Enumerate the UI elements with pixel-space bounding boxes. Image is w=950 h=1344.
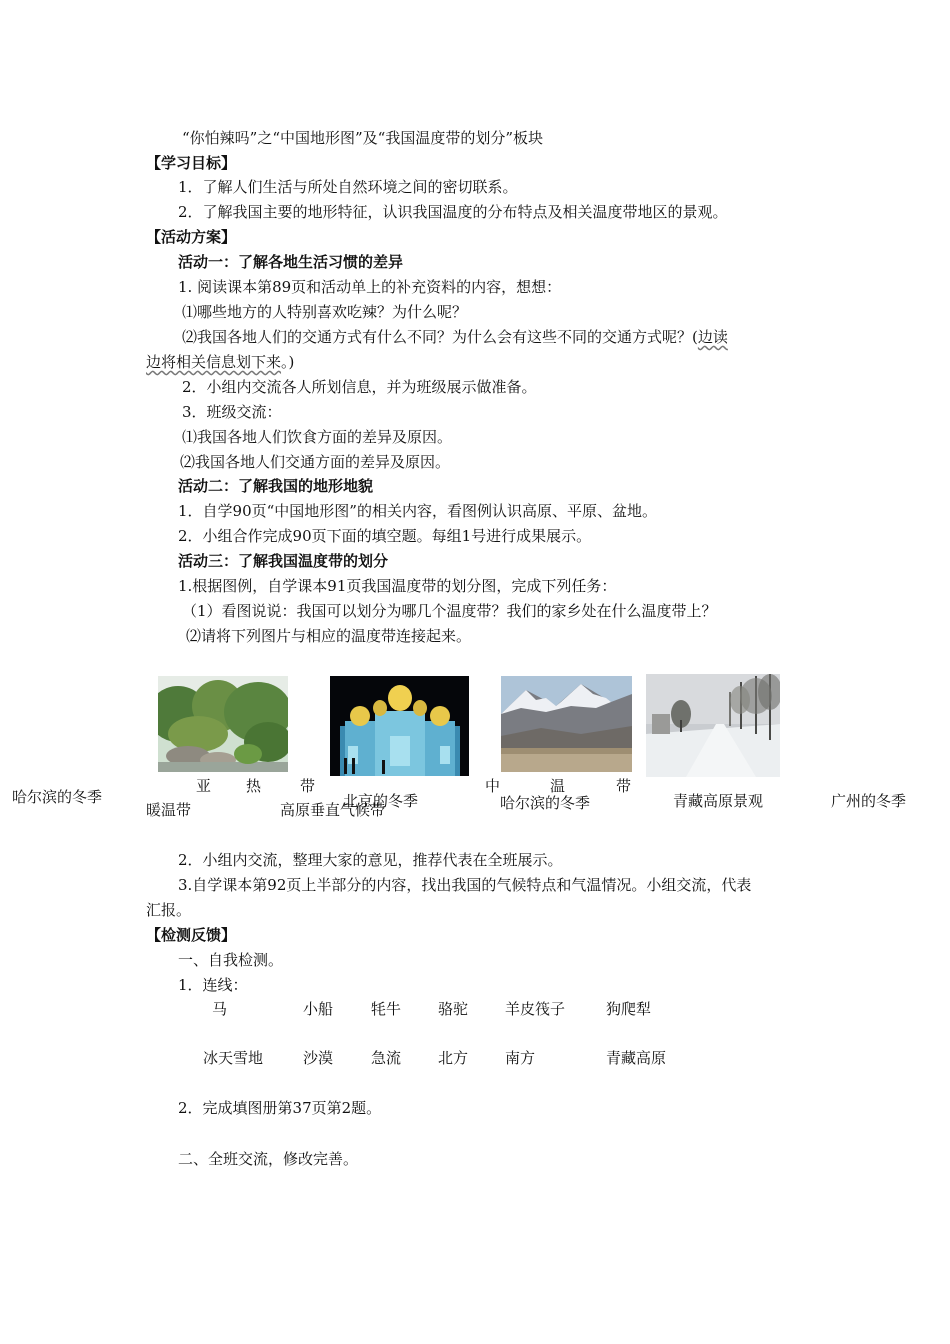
goals-heading: 【学习目标】	[146, 154, 237, 172]
match-bottom-item: 沙漠	[303, 1049, 334, 1067]
activity1-line: 3．班级交流：	[182, 403, 282, 421]
caption-qinghai-tibet: 青藏高原景观	[673, 792, 764, 810]
activity1-line: ⑵我国各地人们交通方面的差异及原因。	[180, 453, 451, 471]
zone-middle-2: 温	[550, 777, 566, 795]
zone-subtropical-2: 热	[246, 777, 262, 795]
match-bottom-item: 南方	[505, 1049, 536, 1067]
plateau-mountains-photo	[501, 676, 632, 772]
zone-subtropical-1: 亚	[196, 777, 212, 795]
match-top-item: 羊皮筏子	[505, 1000, 566, 1018]
feedback-heading: 【检测反馈】	[146, 926, 237, 944]
match-bottom-item: 冰天雪地	[203, 1049, 264, 1067]
page-title: “你怕辣吗”之“中国地形图”及“我国温度带的划分”板块	[182, 129, 544, 147]
guangzhou-winter-photo	[646, 674, 780, 777]
feedback-line: 一、自我检测。	[178, 951, 284, 969]
match-top-item: 狗爬犁	[606, 1000, 652, 1018]
activity1-line: ⑴我国各地人们饮食方面的差异及原因。	[182, 428, 453, 446]
activity3-title: 活动三：了解我国温度带的划分	[178, 552, 389, 570]
caption-beijing: 北京的冬季	[343, 792, 419, 810]
feedback-line: 2．完成填图册第37页第2题。	[178, 1099, 382, 1117]
activity1-line: ⑴哪些地方的人特别喜欢吃辣？为什么呢？	[182, 303, 468, 321]
match-top-item: 牦牛	[371, 1000, 402, 1018]
match-bottom-item: 青藏高原	[606, 1049, 667, 1067]
match-top-item: 小船	[303, 1000, 334, 1018]
zone-middle-3: 带	[616, 777, 632, 795]
subtropical-garden-photo	[158, 676, 288, 772]
activity3-line: （1）看图说说：我国可以划分为哪几个温度带？我们的家乡处在什么温度带上？	[182, 602, 717, 620]
activity2-line: 2．小组合作完成90页下面的填空题。每组1号进行成果展示。	[178, 527, 592, 545]
caption-harbin: 哈尔滨的冬季	[500, 794, 591, 812]
match-top-item: 骆驼	[438, 1000, 469, 1018]
zone-middle-1: 中	[485, 777, 501, 795]
goal-item: 1．了解人们生活与所处自然环境之间的密切联系。	[178, 178, 518, 196]
activity3-line: 1.根据图例，自学课本91页我国温度带的划分图，完成下列任务：	[178, 577, 617, 595]
after-line-cont: 汇报。	[146, 901, 192, 919]
zone-subtropical-3: 带	[300, 777, 316, 795]
activity1-line: 2．小组内交流各人所划信息，并为班级展示做准备。	[182, 378, 537, 396]
activity2-line: 1．自学90页“中国地形图”的相关内容，看图例认识高原、平原、盆地。	[178, 502, 657, 520]
match-bottom-item: 北方	[438, 1049, 469, 1067]
plan-heading: 【活动方案】	[146, 228, 237, 246]
zone-warm-temperate: 暖温带	[146, 801, 192, 819]
zone-plateau: 高原垂直气候带	[280, 801, 386, 819]
activity1-line: ⑵我国各地人们的交通方式有什么不同？为什么会有这些不同的交通方式呢？(边读	[182, 328, 728, 346]
activity1-title: 活动一：了解各地生活习惯的差异	[178, 253, 404, 271]
goal-item: 2．了解我国主要的地形特征，认识我国温度的分布特点及相关温度带地区的景观。	[178, 203, 728, 221]
caption-harbin-left: 哈尔滨的冬季	[12, 788, 103, 806]
after-line: 3.自学课本第92页上半部分的内容，找出我国的气候特点和气温情况。小组交流，代表	[178, 876, 752, 894]
after-line: 2．小组内交流，整理大家的意见，推荐代表在全班展示。	[178, 851, 563, 869]
activity1-line: 1. 阅读课本第89页和活动单上的补充资料的内容，想想：	[178, 278, 562, 296]
feedback-line: 1．连线：	[178, 976, 248, 994]
caption-guangzhou: 广州的冬季	[831, 792, 907, 810]
activity3-line: ⑵请将下列图片与相应的温度带连接起来。	[186, 627, 472, 645]
match-bottom-item: 急流	[371, 1049, 402, 1067]
activity1-line-cont: 边将相关信息划下来。)	[146, 353, 295, 371]
beijing-ice-palace-photo	[330, 676, 469, 776]
match-top-item: 马	[212, 1000, 228, 1018]
activity2-title: 活动二：了解我国的地形地貌	[178, 477, 374, 495]
feedback-line: 二、全班交流，修改完善。	[178, 1150, 359, 1168]
